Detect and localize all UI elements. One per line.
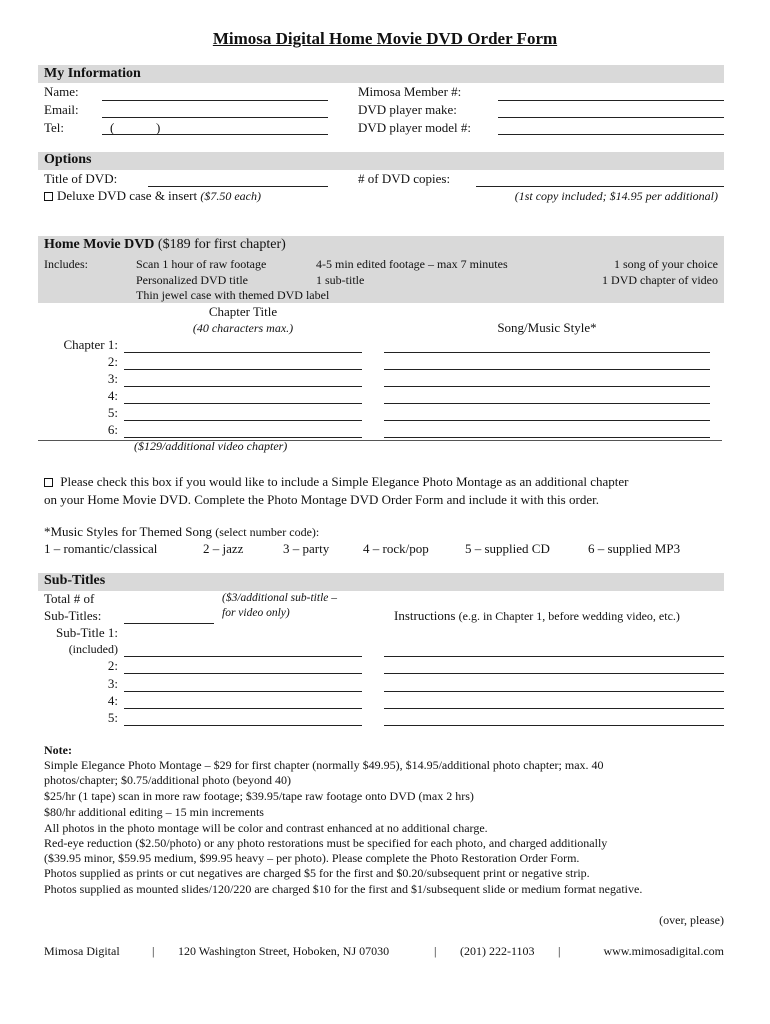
includes-col2-1: 1 sub-title bbox=[316, 273, 365, 287]
chapter-title-heading: Chapter Title bbox=[208, 304, 278, 319]
instruction-field-5[interactable] bbox=[384, 725, 724, 726]
email-label: Email: bbox=[44, 102, 79, 117]
music-style-1: 1 – romantic/classical bbox=[44, 541, 158, 556]
instruction-field-2[interactable] bbox=[384, 673, 724, 674]
chapter-title-field-2[interactable] bbox=[124, 369, 362, 370]
dvd-title-field[interactable] bbox=[148, 186, 328, 187]
montage-text-2: on your Home Movie DVD. Complete the Photo Montage DVD Order Form and include it with this order. bbox=[44, 492, 599, 507]
deluxe-label: Deluxe DVD case & insert bbox=[57, 188, 198, 203]
music-intro bbox=[44, 524, 319, 540]
note-heading: Note: bbox=[44, 743, 72, 757]
subtitle-field-4[interactable] bbox=[124, 708, 362, 709]
footer-sep-2: | bbox=[434, 944, 437, 958]
includes-col1-0: Scan 1 hour of raw footage bbox=[136, 257, 267, 271]
name-field[interactable] bbox=[102, 100, 328, 101]
note-line-8: Photos supplied as prints or cut negatives are charged $5 for the first and $0.20/subsequent print or negative strip. bbox=[44, 866, 590, 880]
subtitle-label-4: 4: bbox=[107, 693, 118, 708]
chapter-title-field-6[interactable] bbox=[124, 437, 362, 438]
music-style-3: 3 – party bbox=[283, 541, 330, 556]
instructions-eg: (e.g. in Chapter 1, before wedding video, etc.) bbox=[458, 609, 680, 623]
tel-paren-open: ( bbox=[110, 120, 115, 135]
subtitle-price-1: ($3/additional sub-title – bbox=[222, 592, 337, 604]
includes-col1-2: Thin jewel case with themed DVD label bbox=[136, 288, 330, 302]
home-movie-price: ($189 for first chapter) bbox=[157, 237, 286, 252]
song-style-field-4[interactable] bbox=[384, 403, 710, 404]
chapter-title-field-3[interactable] bbox=[124, 386, 362, 387]
chapter-title-field-5[interactable] bbox=[124, 420, 362, 421]
includes-label: Includes: bbox=[44, 257, 88, 271]
member-label: Mimosa Member #: bbox=[358, 84, 462, 99]
subtitle-field-1[interactable] bbox=[124, 656, 362, 657]
song-style-field-5[interactable] bbox=[384, 420, 710, 421]
options-band bbox=[38, 152, 724, 170]
song-style-field-3[interactable] bbox=[384, 386, 710, 387]
over-please: (over, please) bbox=[659, 913, 724, 927]
song-style-field-6[interactable] bbox=[384, 437, 710, 438]
includes-col3-0: 1 song of your choice bbox=[614, 257, 718, 271]
subtitles-band bbox=[38, 573, 724, 591]
total-subtitles-label-2: Sub-Titles: bbox=[44, 608, 102, 623]
subtitle-label-5: 5: bbox=[107, 710, 118, 725]
subtitles-heading: Sub-Titles bbox=[44, 573, 106, 588]
copies-field[interactable] bbox=[476, 186, 724, 187]
subtitle-label-1: Sub-Title 1: bbox=[55, 625, 118, 640]
footer-sep-3: | bbox=[558, 944, 561, 958]
note-line-3: $25/hr (1 tape) scan in more raw footage; $39.95/tape raw footage onto DVD (max 2 hrs) bbox=[44, 789, 474, 803]
deluxe-option[interactable] bbox=[44, 188, 261, 204]
chapter-label-6: 6: bbox=[107, 422, 118, 437]
montage-line-1 bbox=[44, 474, 629, 490]
instructions-heading bbox=[394, 608, 680, 624]
note-line-6: Red-eye reduction ($2.50/photo) or any photo restorations must be specified for each photo, and charged additionally bbox=[44, 836, 608, 850]
subtitle-field-3[interactable] bbox=[124, 691, 362, 692]
dvd-model-field[interactable] bbox=[498, 134, 724, 135]
footer-phone: (201) 222-1103 bbox=[460, 944, 535, 958]
subtitle-label-2: 2: bbox=[107, 658, 118, 673]
includes-col3-1: 1 DVD chapter of video bbox=[602, 273, 718, 287]
dvd-model-label: DVD player model #: bbox=[358, 120, 472, 135]
chapter-label-5: 5: bbox=[107, 405, 118, 420]
total-subtitles-field[interactable] bbox=[124, 623, 214, 624]
chapter-title-field-4[interactable] bbox=[124, 403, 362, 404]
footer-sep-1: | bbox=[152, 944, 155, 958]
note-line-9: Photos supplied as mounted slides/120/220 are charged $10 for the first and $1/subsequent slide or medium format negative. bbox=[44, 882, 643, 896]
music-intro-text: *Music Styles for Themed Song bbox=[44, 524, 213, 539]
song-style-field-1[interactable] bbox=[384, 352, 710, 353]
chapter-label-2: 2: bbox=[107, 354, 118, 369]
footer-company: Mimosa Digital bbox=[44, 944, 120, 958]
song-style-field-2[interactable] bbox=[384, 369, 710, 370]
deluxe-checkbox[interactable] bbox=[44, 192, 53, 201]
dvd-make-field[interactable] bbox=[498, 117, 724, 118]
my-info-heading: My Information bbox=[44, 66, 141, 81]
subtitle-field-2[interactable] bbox=[124, 673, 362, 674]
total-subtitles-label-1: Total # of bbox=[44, 591, 95, 606]
home-movie-title: Home Movie DVD bbox=[44, 237, 155, 252]
chapter-label-4: 4: bbox=[107, 388, 118, 403]
name-label: Name: bbox=[44, 84, 79, 99]
instructions-label: Instructions bbox=[394, 608, 456, 623]
note-line-4: $80/hr additional editing – 15 min increments bbox=[44, 805, 264, 819]
montage-text-1: Please check this box if you would like to include a Simple Elegance Photo Montage as an additional chapter bbox=[60, 474, 629, 489]
includes-col1-1: Personalized DVD title bbox=[136, 273, 248, 287]
copies-note: (1st copy included; $14.95 per additional) bbox=[514, 189, 718, 203]
options-heading: Options bbox=[44, 152, 92, 167]
subtitle-field-5[interactable] bbox=[124, 725, 362, 726]
dvd-make-label: DVD player make: bbox=[358, 102, 457, 117]
music-intro-small: (select number code): bbox=[215, 525, 320, 539]
note-line-2: photos/chapter; $0.75/additional photo (beyond 40) bbox=[44, 773, 291, 787]
includes-col2-0: 4-5 min edited footage – max 7 minutes bbox=[316, 257, 508, 271]
tel-label: Tel: bbox=[44, 120, 65, 135]
instruction-field-4[interactable] bbox=[384, 708, 724, 709]
instruction-field-3[interactable] bbox=[384, 691, 724, 692]
music-style-4: 4 – rock/pop bbox=[363, 541, 429, 556]
tel-field[interactable] bbox=[102, 134, 328, 135]
chapter-label-1: Chapter 1: bbox=[63, 337, 118, 352]
email-field[interactable] bbox=[102, 117, 328, 118]
dvd-title-label: Title of DVD: bbox=[44, 171, 118, 186]
note-line-5: All photos in the photo montage will be color and contrast enhanced at no additional charge. bbox=[44, 821, 488, 835]
subtitle-label-3: 3: bbox=[107, 676, 118, 691]
additional-chapter-note: ($129/additional video chapter) bbox=[134, 439, 288, 453]
footer-web[interactable]: www.mimosadigital.com bbox=[603, 944, 724, 958]
chapter-max-note: (40 characters max.) bbox=[192, 321, 294, 335]
chapter-label-3: 3: bbox=[107, 371, 118, 386]
footer-address: 120 Washington Street, Hoboken, NJ 07030 bbox=[178, 944, 390, 958]
tel-paren-close: ) bbox=[156, 120, 161, 135]
subtitle-included: (included) bbox=[68, 642, 118, 656]
subtitle-price-2: for video only) bbox=[222, 607, 290, 619]
copies-label: # of DVD copies: bbox=[358, 171, 451, 186]
chapter-title-field-1[interactable] bbox=[124, 352, 362, 353]
deluxe-price: ($7.50 each) bbox=[200, 189, 261, 203]
note-line-7: ($39.95 minor, $59.95 medium, $99.95 heavy – per photo). Please complete the Photo Restoration Order Form. bbox=[44, 851, 580, 865]
song-style-heading: Song/Music Style* bbox=[497, 320, 597, 335]
form-title: Mimosa Digital Home Movie DVD Order Form bbox=[212, 29, 558, 48]
note-line-1: Simple Elegance Photo Montage – $29 for first chapter (normally $49.95), $14.95/additional photo chapter; max. 40 bbox=[44, 758, 604, 772]
montage-checkbox[interactable] bbox=[44, 478, 53, 487]
music-style-2: 2 – jazz bbox=[203, 541, 244, 556]
member-field[interactable] bbox=[498, 100, 724, 101]
music-style-5: 5 – supplied CD bbox=[465, 541, 550, 556]
instruction-field-1[interactable] bbox=[384, 656, 724, 657]
home-movie-heading bbox=[44, 237, 286, 253]
music-style-6: 6 – supplied MP3 bbox=[588, 541, 681, 556]
